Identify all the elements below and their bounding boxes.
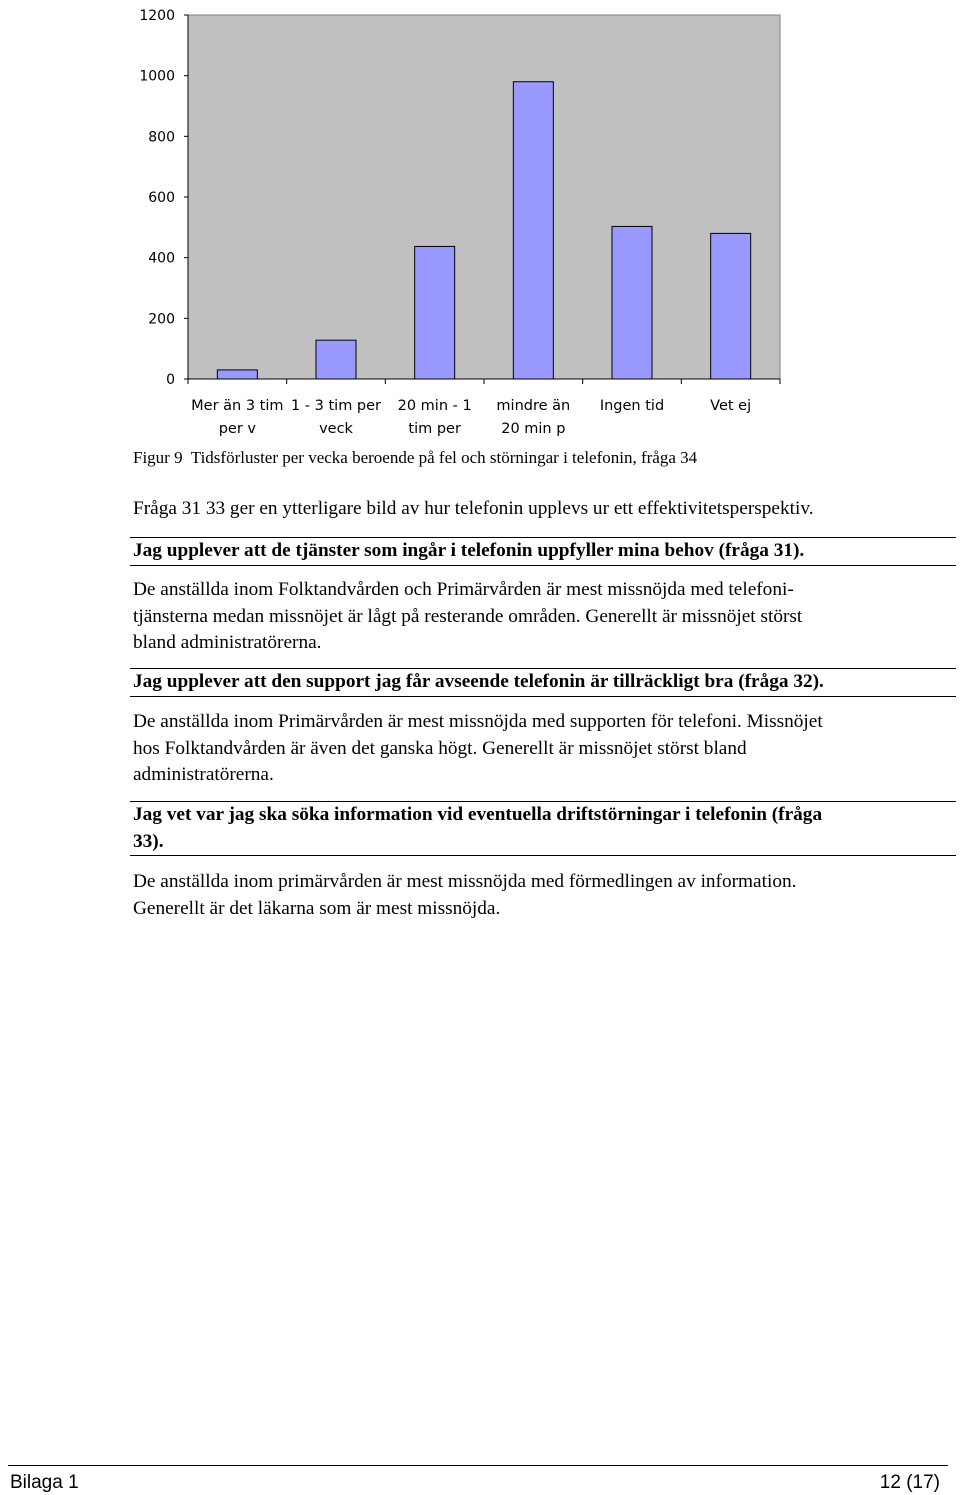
x-category-label: Mer än 3 tim <box>191 398 284 414</box>
body-line: tjänsterna medan missnöjet är lågt på resterande områden. Generellt är missnöjet störst <box>133 605 803 627</box>
section-body-31 <box>133 577 933 657</box>
x-category-label: 1 - 3 tim per <box>290 398 382 414</box>
x-category-label: Vet ej <box>710 398 752 414</box>
x-category-label: tim per <box>408 421 461 437</box>
body-line: De anställda inom Primärvården är mest missnöjda med supporten för telefoni. Missnöjet <box>133 711 823 732</box>
x-category-label: per v <box>218 421 256 437</box>
bar-chart <box>130 0 786 440</box>
figure-caption: Figur 9 Tidsförluster per vecka beroende på fel och störningar i telefonin, fråga 34 <box>133 448 698 467</box>
x-category-label: mindre än <box>496 398 571 414</box>
x-category-label: veck <box>319 421 353 437</box>
y-tick-label: 0 <box>166 372 175 388</box>
section-heading-32: Jag upplever att den support jag får avseende telefonin är tillräckligt bra (fråga 32). <box>130 668 956 697</box>
body-line: administratörerna. <box>133 764 274 785</box>
y-tick-label: 600 <box>148 190 175 206</box>
y-tick-label: 200 <box>148 311 175 328</box>
bar <box>217 370 257 379</box>
section-heading-31: Jag upplever att de tjänster som ingår i telefonin uppfyller mina behov (fråga 31). <box>130 537 956 566</box>
body-line: De anställda inom primärvården är mest missnöjda med förmedlingen av information. <box>133 871 797 892</box>
x-category-label: Ingen tid <box>599 398 665 414</box>
footer-rule <box>8 1465 948 1466</box>
bar <box>316 340 356 379</box>
x-category-label: 20 min - 1 <box>397 398 472 414</box>
bar <box>415 246 455 379</box>
footer-label: Bilaga 1 <box>10 1472 79 1493</box>
section-body-32 <box>133 709 933 789</box>
intro-paragraph: Fråga 31 33 ger en ytterligare bild av hur telefonin upplevs ur ett effektivitetsperspektiv. <box>133 498 814 519</box>
page-number: 12 (17) <box>879 1472 940 1493</box>
body-line: Generellt är det läkarna som är mest missnöjda. <box>133 897 501 919</box>
body-line: bland administratörerna. <box>133 632 322 653</box>
section-body-33 <box>133 869 933 922</box>
bar-chart-svg <box>130 0 786 440</box>
bar <box>612 226 652 379</box>
section-heading-33 <box>130 801 956 856</box>
y-tick-label: 1000 <box>139 68 175 85</box>
bar <box>711 233 751 379</box>
heading-line: Jag vet var jag ska söka information vid eventuella driftstörningar i telefonin (fråga <box>133 804 823 825</box>
y-tick-label: 800 <box>148 129 175 146</box>
x-category-label: 20 min p <box>501 421 566 437</box>
y-tick-label: 1200 <box>139 8 175 24</box>
heading-line: 33). <box>133 830 164 852</box>
bar <box>513 82 553 379</box>
y-tick-label: 400 <box>148 250 175 267</box>
body-line: De anställda inom Folktandvården och Primärvården är mest missnöjda med telefoni- <box>133 579 794 600</box>
body-line: hos Folktandvården är även det ganska högt. Generellt är missnöjet störst bland <box>133 737 747 759</box>
plot-area <box>188 15 780 379</box>
